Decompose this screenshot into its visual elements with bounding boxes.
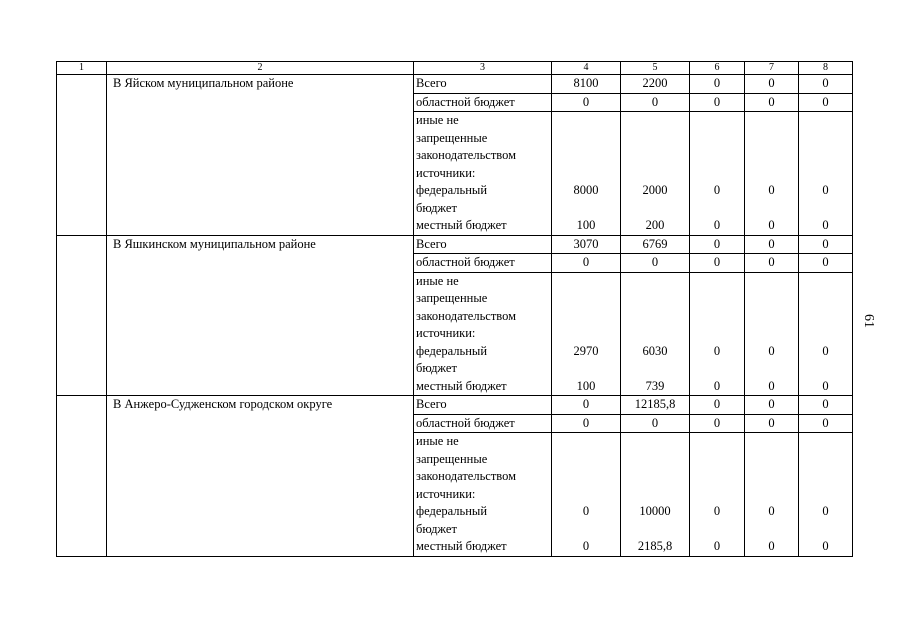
source-label: законодательством (416, 308, 517, 323)
value-cell: 0 (745, 414, 799, 433)
value-cell: 0 (621, 254, 690, 273)
value-cell: 0 (799, 254, 853, 273)
value-cell: 0 (690, 235, 745, 254)
column-number: 3 (414, 62, 552, 75)
local-value: 100 (576, 378, 596, 393)
source-label: Всего (414, 235, 552, 254)
federal-value: 0 (822, 343, 829, 358)
source-label: запрещенные (416, 451, 488, 466)
local-value: 0 (822, 378, 829, 393)
value-cell: 0 (745, 75, 799, 94)
local-value: 0 (713, 539, 721, 553)
local-value: 0 (713, 378, 721, 393)
column-number: 5 (621, 62, 690, 75)
district-name: В Яйском муниципальном районе (107, 75, 414, 236)
value-cell (690, 433, 745, 557)
federal-label: бюджет (416, 361, 457, 375)
value-cell (799, 112, 853, 236)
value-cell: 0 (621, 414, 690, 433)
local-value: 0 (768, 378, 775, 393)
value-cell: 12185,8 (621, 396, 690, 415)
column-number: 6 (690, 62, 745, 75)
value-cell (745, 112, 799, 236)
value-cell: 0 (690, 254, 745, 273)
value-cell: 0 (799, 414, 853, 433)
federal-value: 0 (582, 504, 590, 518)
federal-value: 0 (768, 504, 775, 518)
local-value: 0 (768, 539, 775, 553)
value-cell (745, 272, 799, 396)
source-label: областной бюджет (414, 254, 552, 273)
local-value: 100 (576, 218, 596, 232)
value-cell: 0 (690, 396, 745, 415)
page-number: 61 (861, 314, 876, 328)
source-label: иные не (416, 434, 459, 448)
column-number: 1 (57, 62, 107, 75)
value-cell: 2200 (621, 75, 690, 94)
other-sources-labels (414, 272, 552, 396)
district-total-row (57, 235, 853, 254)
federal-label: федеральный (416, 343, 488, 358)
column-number: 8 (799, 62, 853, 75)
local-value: 2185,8 (637, 539, 673, 553)
budget-table (56, 61, 853, 557)
federal-value: 0 (768, 343, 775, 358)
district-total-row (57, 75, 853, 94)
value-cell: 0 (745, 396, 799, 415)
value-cell: 0 (552, 93, 621, 112)
value-cell: 0 (690, 93, 745, 112)
column-number: 7 (745, 62, 799, 75)
source-label: источники: (416, 326, 476, 340)
source-label: законодательством (416, 148, 517, 162)
source-label: законодательством (416, 469, 517, 483)
source-label: областной бюджет (414, 414, 552, 433)
value-cell (799, 433, 853, 557)
value-cell: 0 (690, 75, 745, 94)
value-cell (621, 112, 690, 236)
local-value: 739 (645, 378, 665, 393)
source-label: Всего (414, 75, 552, 94)
value-cell: 0 (745, 254, 799, 273)
value-cell: 0 (799, 93, 853, 112)
federal-value: 0 (713, 343, 721, 358)
source-label: источники: (416, 165, 476, 180)
value-cell: 0 (745, 93, 799, 112)
value-cell: 0 (799, 235, 853, 254)
local-label: местный бюджет (416, 378, 507, 393)
value-cell (690, 112, 745, 236)
federal-value: 2970 (573, 343, 599, 358)
local-label: местный бюджет (416, 218, 507, 232)
value-cell: 0 (799, 396, 853, 415)
district-name: В Анжеро-Судженском городском округе (107, 396, 414, 557)
federal-value: 6030 (642, 343, 668, 358)
source-label: иные не (416, 113, 459, 127)
federal-value: 8000 (573, 183, 599, 197)
value-cell: 0 (799, 75, 853, 94)
value-cell: 6769 (621, 235, 690, 254)
federal-value: 0 (713, 183, 721, 197)
local-label: местный бюджет (416, 539, 507, 553)
local-value: 0 (822, 539, 829, 553)
local-value: 0 (582, 539, 590, 553)
source-label: Всего (414, 396, 552, 415)
column-number-row (57, 62, 853, 75)
federal-value: 0 (768, 183, 775, 197)
value-cell (745, 433, 799, 557)
local-value: 0 (822, 218, 829, 232)
source-label: запрещенные (416, 130, 488, 145)
value-cell (552, 272, 621, 396)
district-total-row (57, 396, 853, 415)
federal-value: 10000 (639, 504, 671, 518)
value-cell: 0 (621, 93, 690, 112)
local-value: 200 (645, 218, 665, 232)
value-cell: 8100 (552, 75, 621, 94)
value-cell (552, 112, 621, 236)
federal-label: бюджет (416, 521, 457, 536)
row-number-cell (57, 396, 107, 557)
column-number: 4 (552, 62, 621, 75)
other-sources-labels (414, 112, 552, 236)
federal-label: федеральный (416, 183, 488, 197)
federal-value: 2000 (642, 183, 668, 197)
value-cell: 0 (690, 414, 745, 433)
row-number-cell (57, 75, 107, 236)
local-value: 0 (768, 218, 775, 232)
value-cell (621, 272, 690, 396)
value-cell: 3070 (552, 235, 621, 254)
value-cell: 0 (552, 396, 621, 415)
federal-label: бюджет (416, 200, 457, 215)
source-label: источники: (416, 486, 476, 501)
source-label: иные не (416, 273, 459, 288)
federal-value: 0 (822, 183, 829, 197)
value-cell (621, 433, 690, 557)
column-number: 2 (107, 62, 414, 75)
value-cell: 0 (552, 414, 621, 433)
federal-label: федеральный (416, 504, 488, 518)
value-cell (690, 272, 745, 396)
other-sources-labels (414, 433, 552, 557)
value-cell (552, 433, 621, 557)
federal-value: 0 (713, 504, 721, 518)
federal-value: 0 (822, 504, 829, 518)
value-cell: 0 (552, 254, 621, 273)
value-cell: 0 (745, 235, 799, 254)
value-cell (799, 272, 853, 396)
row-number-cell (57, 235, 107, 396)
source-label: запрещенные (416, 291, 488, 305)
local-value: 0 (713, 218, 721, 232)
district-name: В Яшкинском муниципальном районе (107, 235, 414, 396)
source-label: областной бюджет (414, 93, 552, 112)
